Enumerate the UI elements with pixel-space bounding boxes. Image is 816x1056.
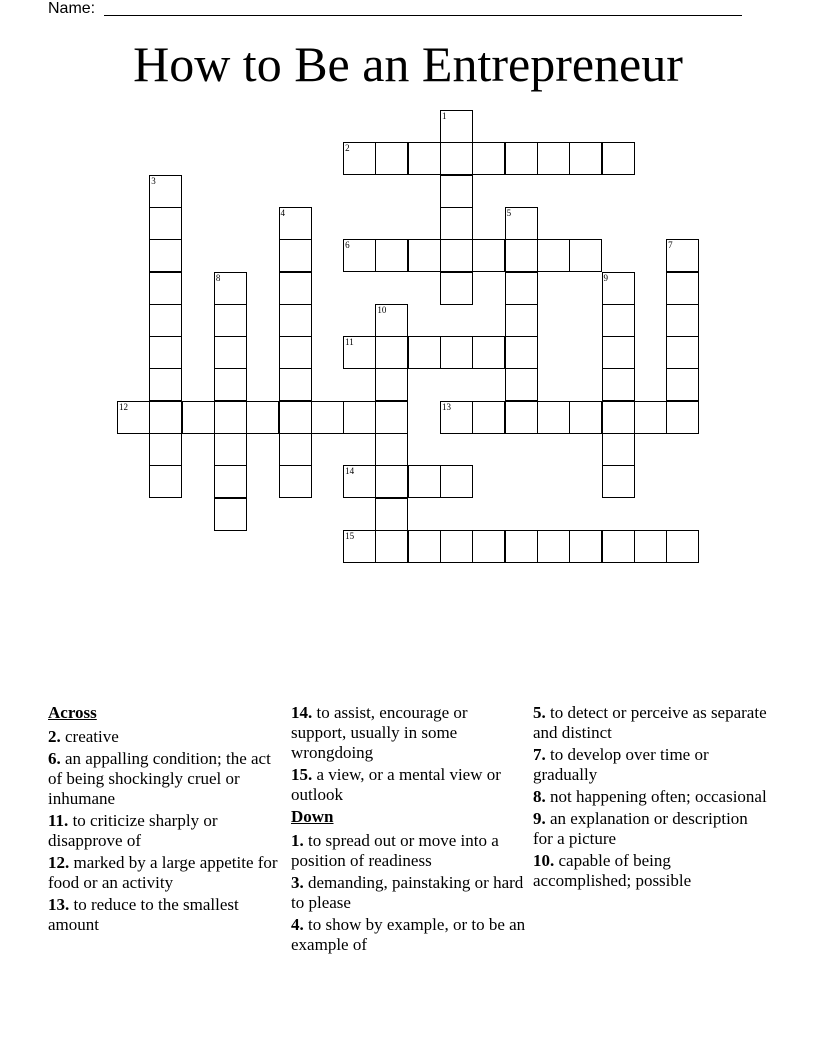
grid-cell[interactable] (375, 433, 408, 466)
grid-cell[interactable] (634, 530, 667, 563)
grid-cell[interactable] (214, 272, 247, 305)
grid-cell[interactable] (440, 142, 473, 175)
cell-number: 5 (506, 207, 512, 218)
cell-number: 4 (280, 207, 285, 218)
grid-cell[interactable] (505, 207, 538, 240)
grid-cell[interactable] (279, 304, 312, 337)
cell-number: 11 (345, 337, 354, 348)
grid-cell[interactable] (505, 142, 538, 175)
grid-cell[interactable] (602, 272, 635, 305)
cell-number: 10 (377, 304, 387, 315)
grid-cell[interactable] (634, 401, 667, 434)
grid-cell[interactable] (408, 142, 441, 175)
grid-cell[interactable] (440, 530, 473, 563)
grid-cell[interactable] (343, 336, 376, 369)
cell-number: 9 (603, 272, 608, 283)
grid-cell[interactable] (440, 239, 473, 272)
grid-cell[interactable] (440, 110, 473, 143)
grid-cell[interactable] (440, 401, 473, 434)
clue-down-3: 3. demanding, painstaking or hard to please (291, 873, 524, 912)
grid-cell[interactable] (440, 207, 473, 240)
grid-cell[interactable] (117, 401, 150, 434)
grid-cell[interactable] (182, 401, 215, 434)
grid-cell[interactable] (279, 401, 312, 434)
clue-across-6: 6. an appalling condition; the act of being shockingly cruel or inhumane (48, 749, 271, 808)
grid-cell[interactable] (408, 336, 441, 369)
grid-cell[interactable] (505, 272, 538, 305)
grid-cell[interactable] (472, 142, 505, 175)
grid-cell[interactable] (343, 401, 376, 434)
grid-cell[interactable] (214, 401, 247, 434)
cell-number: 8 (215, 272, 221, 283)
grid-cell[interactable] (666, 530, 699, 563)
clue-down-1: 1. to spread out or move into a position of readiness (291, 831, 499, 870)
grid-cell[interactable] (214, 433, 247, 466)
grid-cell[interactable] (149, 336, 182, 369)
clue-down-8: 8. not happening often; occasional (533, 787, 767, 806)
grid-cell[interactable] (375, 465, 408, 498)
grid-cell[interactable] (279, 207, 312, 240)
grid-cell[interactable] (569, 401, 602, 434)
clues-column-3 (533, 703, 769, 893)
grid-cell[interactable] (440, 336, 473, 369)
grid-cell[interactable] (149, 433, 182, 466)
cell-number: 7 (668, 240, 673, 251)
grid-cell[interactable] (472, 336, 505, 369)
grid-cell[interactable] (408, 465, 441, 498)
grid-cell[interactable] (149, 465, 182, 498)
grid-cell[interactable] (537, 239, 570, 272)
grid-cell[interactable] (472, 530, 505, 563)
grid-cell[interactable] (343, 530, 376, 563)
grid-cell[interactable] (279, 433, 312, 466)
grid-cell[interactable] (472, 239, 505, 272)
grid-cell[interactable] (472, 401, 505, 434)
grid-cell[interactable] (505, 239, 538, 272)
cell-number: 12 (119, 401, 128, 412)
grid-cell[interactable] (375, 401, 408, 434)
grid-cell[interactable] (666, 239, 699, 272)
grid-cell[interactable] (214, 465, 247, 498)
grid-cell[interactable] (279, 336, 312, 369)
grid-cell[interactable] (149, 304, 182, 337)
grid-cell[interactable] (343, 142, 376, 175)
cell-number: 1 (442, 111, 447, 121)
clue-across-13: 13. to reduce to the smallest amount (48, 895, 239, 934)
grid-cell[interactable] (505, 304, 538, 337)
grid-cell[interactable] (375, 142, 408, 175)
grid-cell[interactable] (602, 336, 635, 369)
grid-cell[interactable] (602, 304, 635, 337)
clue-across-14: 14. to assist, encourage or support, usually in some wrongdoing (291, 703, 468, 762)
grid-cell[interactable] (666, 304, 699, 337)
clue-across-2: 2. creative (48, 727, 119, 746)
grid-cell[interactable] (246, 401, 279, 434)
grid-cell[interactable] (279, 368, 312, 401)
grid-cell[interactable] (440, 272, 473, 305)
cell-number: 13 (442, 401, 451, 412)
grid-cell[interactable] (343, 465, 376, 498)
clue-down-9: 9. an explanation or description for a picture (533, 809, 748, 848)
grid-cell[interactable] (440, 175, 473, 208)
name-label: Name: (48, 0, 96, 17)
down-heading: Down (291, 807, 334, 826)
grid-cell[interactable] (149, 401, 182, 434)
grid-cell[interactable] (602, 142, 635, 175)
grid-cell[interactable] (505, 401, 538, 434)
grid-cell[interactable] (375, 304, 408, 337)
clue-across-11: 11. to criticize sharply or disapprove of (48, 811, 218, 850)
grid-cell[interactable] (375, 239, 408, 272)
clue-down-7: 7. to develop over time or gradually (533, 745, 709, 784)
grid-cell[interactable] (569, 239, 602, 272)
clue-across-12: 12. marked by a large appetite for food or an activity (48, 853, 278, 892)
grid-cell[interactable] (214, 304, 247, 337)
grid-cell[interactable] (408, 530, 441, 563)
grid-cell[interactable] (279, 465, 312, 498)
grid-cell[interactable] (602, 401, 635, 434)
grid-cell[interactable] (569, 530, 602, 563)
grid-cell[interactable] (537, 142, 570, 175)
grid-cell[interactable] (505, 336, 538, 369)
grid-cell[interactable] (149, 368, 182, 401)
grid-cell[interactable] (149, 239, 182, 272)
clue-down-10: 10. capable of being accomplished; possible (533, 851, 692, 890)
across-heading: Across (48, 703, 97, 722)
grid-cell[interactable] (279, 239, 312, 272)
grid-cell[interactable] (375, 498, 408, 531)
clue-down-5: 5. to detect or perceive as separate and distinct (533, 703, 767, 742)
page-title: How to Be an Entrepreneur (133, 36, 683, 92)
cell-number: 15 (345, 530, 355, 541)
grid-cell[interactable] (666, 336, 699, 369)
grid-cell[interactable] (375, 530, 408, 563)
grid-cell[interactable] (602, 368, 635, 401)
grid-cell[interactable] (408, 239, 441, 272)
grid-cell[interactable] (505, 368, 538, 401)
cell-number: 6 (345, 240, 350, 251)
grid-cell[interactable] (149, 207, 182, 240)
grid-cell[interactable] (505, 530, 538, 563)
grid-cell[interactable] (214, 368, 247, 401)
grid-cell[interactable] (149, 175, 182, 208)
grid-cell[interactable] (214, 498, 247, 531)
grid-cell[interactable] (375, 368, 408, 401)
clue-across-15: 15. a view, or a mental view or outlook (291, 765, 501, 804)
cell-number: 14 (345, 466, 355, 477)
grid-cell[interactable] (440, 465, 473, 498)
cell-number: 2 (345, 143, 350, 154)
grid-cell[interactable] (537, 530, 570, 563)
grid-cell[interactable] (343, 239, 376, 272)
grid-cell[interactable] (311, 401, 344, 434)
grid-cell[interactable] (602, 433, 635, 466)
grid-cell[interactable] (602, 465, 635, 498)
grid-cell[interactable] (666, 368, 699, 401)
clues-column-1 (48, 703, 284, 937)
grid-cell[interactable] (666, 401, 699, 434)
grid-cell[interactable] (537, 401, 570, 434)
clues-column-2 (291, 703, 527, 957)
grid-cell[interactable] (375, 336, 408, 369)
grid-cell[interactable] (149, 272, 182, 305)
grid-cell[interactable] (569, 142, 602, 175)
grid-cell[interactable] (666, 272, 699, 305)
clue-down-4: 4. to show by example, or to be an example of (291, 915, 526, 954)
grid-cell[interactable] (602, 530, 635, 563)
grid-cell[interactable] (214, 336, 247, 369)
grid-cell[interactable] (279, 272, 312, 305)
cell-number: 3 (151, 175, 156, 186)
